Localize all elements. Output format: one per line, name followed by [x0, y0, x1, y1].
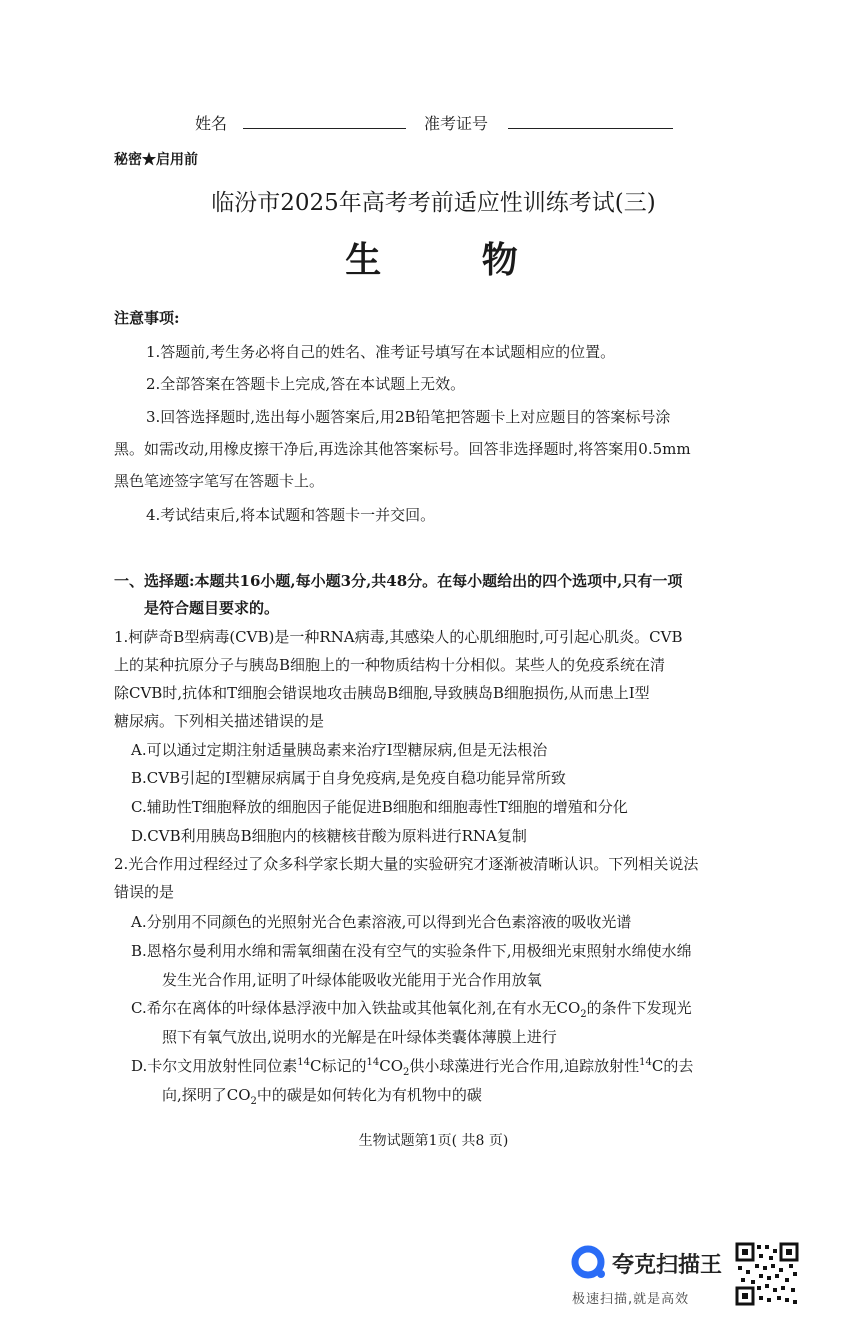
notice-heading: 注意事项: — [114, 309, 180, 327]
question-2-option-c-cont: 照下有氧气放出,说明水的光解是在叶绿体类囊体薄膜上进行 — [162, 1028, 557, 1046]
exam-no-label: 准考证号 — [424, 114, 489, 133]
question-1-option-b: B.CVB引起的I型糖尿病属于自身免疫病,是免疫自稳功能异常所致 — [131, 769, 566, 787]
question-2-option-a: A.分别用不同颜色的光照射光合色素溶液,可以得到光合色素溶液的吸收光谱 — [131, 913, 632, 931]
question-1-stem: 糖尿病。下列相关描述错误的是 — [114, 712, 325, 730]
question-1-stem: 上的某种抗原分子与胰岛B细胞上的一种物质结构十分相似。某些人的免疫系统在清 — [114, 656, 666, 674]
question-2-option-d-cont: 向,探明了$CO_2$中的碳是如何转化为有机物中的碳 — [162, 1086, 482, 1107]
notice-item: 黑。如需改动,用橡皮擦干净后,再选涂其他答案标号。回答非选择题时,将答案用0.5mm — [114, 440, 691, 458]
name-label: 姓名 — [195, 114, 228, 133]
exam-no-field-line[interactable] — [508, 128, 673, 129]
question-2-stem: 2.光合作用过程经过了众多科学家长期大量的实验研究才逐渐被清晰认识。下列相关说法 — [114, 855, 699, 873]
brand-name: 夸克扫描王 — [612, 1253, 723, 1278]
section-heading: 一、选择题:本题共16小题,每小题3分,共48分。在每小题给出的四个选项中,只有一项 — [114, 572, 683, 590]
quark-logo-icon — [570, 1243, 608, 1281]
notice-item: 2.全部答案在答题卡上完成,答在本试题上无效。 — [146, 375, 466, 393]
page-footer: 生物试题第1页( 共8 页) — [358, 1133, 509, 1149]
question-1-stem: 除CVB时,抗体和T细胞会错误地攻击胰岛B细胞,导致胰岛B细胞损伤,从而患上I型 — [114, 684, 650, 702]
question-2-stem: 错误的是 — [114, 883, 175, 901]
question-1-stem: 1.柯萨奇B型病毒(CVB)是一种RNA病毒,其感染人的心肌细胞时,可引起心肌炎。CVB — [114, 628, 683, 646]
name-field-line[interactable] — [243, 128, 406, 129]
subject-title: 生 物 — [345, 239, 562, 281]
notice-item: 1.答题前,考生务必将自己的姓名、准考证号填写在本试题相应的位置。 — [146, 343, 616, 361]
qr-code-icon — [735, 1242, 799, 1306]
section-heading-cont: 是符合题目要求的。 — [144, 599, 280, 617]
question-2-option-b-cont: 发生光合作用,证明了叶绿体能吸收光能用于光合作用放氧 — [162, 971, 542, 989]
question-1-option-d: D.CVB利用胰岛B细胞内的核糖核苷酸为原料进行RNA复制 — [131, 827, 527, 845]
question-1-option-c: C.辅助性T细胞释放的细胞因子能促进B细胞和细胞毒性T细胞的增殖和分化 — [131, 798, 628, 816]
notice-item: 3.回答选择题时,选出每小题答案后,用2B铅笔把答题卡上对应题目的答案标号涂 — [146, 408, 671, 426]
brand-slogan: 极速扫描,就是高效 — [572, 1292, 690, 1307]
question-1-option-a: A.可以通过定期注射适量胰岛素来治疗I型糖尿病,但是无法根治 — [131, 741, 548, 759]
question-2-option-d: D.卡尔文用放射性同位素$^{14}$C标记的$^{14}CO_2$供小球藻进行光合作用,追踪放射性$^{14}$C的去 — [131, 1057, 694, 1078]
notice-item: 黑色笔迹签字笔写在答题卡上。 — [114, 472, 325, 490]
secret-mark: 秘密★启用前 — [114, 152, 198, 168]
notice-item: 4.考试结束后,将本试题和答题卡一并交回。 — [146, 506, 436, 524]
question-2-option-b: B.恩格尔曼利用水绵和需氧细菌在没有空气的实验条件下,用极细光束照射水绵使水绵 — [131, 942, 692, 960]
exam-title: 临汾市2025年高考考前适应性训练考试(三) — [211, 190, 656, 216]
question-2-option-c: C.希尔在离体的叶绿体悬浮液中加入铁盐或其他氧化剂,在有水无$CO_2$的条件下发现光 — [131, 999, 692, 1020]
